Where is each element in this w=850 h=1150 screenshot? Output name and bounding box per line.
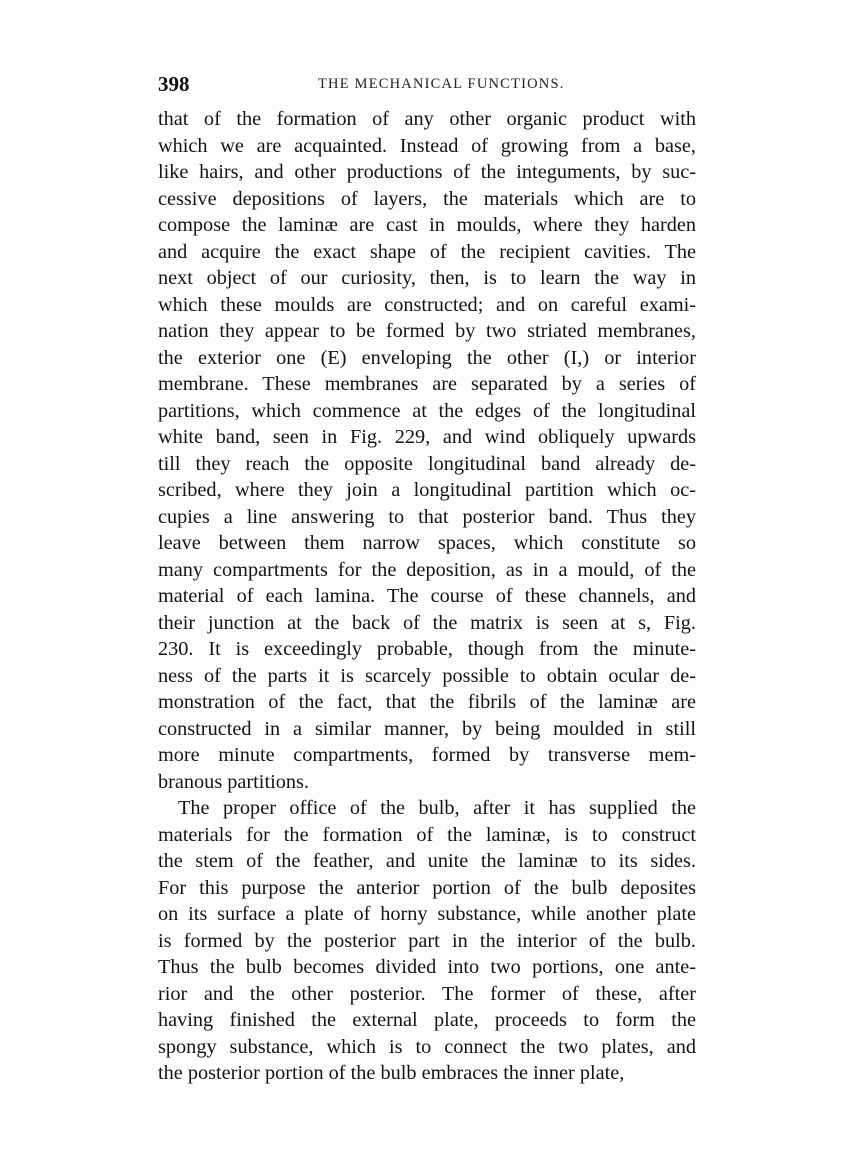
text-line: the exterior one (E) enveloping the other (I,) or interior xyxy=(158,346,696,369)
text-line: their junction at the back of the matrix is seen at s, Fig. xyxy=(158,611,696,634)
text-line: spongy substance, which is to connect the two plates, and xyxy=(158,1035,696,1058)
text-line: scribed, where they join a longitudinal partition which oc- xyxy=(158,479,696,501)
text-line: cessive depositions of layers, the materials which are to xyxy=(158,187,696,210)
text-line: next object of our curiosity, then, is to learn the way in xyxy=(158,267,696,289)
text-line: Thus the bulb becomes divided into two portions, one ante- xyxy=(158,956,696,978)
text-line: that of the formation of any other organic product with xyxy=(158,108,696,130)
paragraph xyxy=(158,106,696,795)
text-line: the stem of the feather, and unite the laminæ to its sides. xyxy=(158,850,696,872)
text-line: membrane. These membranes are separated by a series of xyxy=(158,373,696,395)
text-line: partitions, which commence at the edges of the longitudinal xyxy=(158,399,696,422)
text-line: white band, seen in Fig. 229, and wind obliquely upwards xyxy=(158,426,696,448)
body-text xyxy=(158,106,696,1087)
text-line: which these moulds are constructed; and on careful exami- xyxy=(158,293,696,316)
text-line: like hairs, and other productions of the integuments, by suc- xyxy=(158,161,696,183)
text-line: nation they appear to be formed by two striated membranes, xyxy=(158,320,696,342)
text-line: the posterior portion of the bulb embraces the inner plate, xyxy=(158,1062,625,1084)
text-line: which we are acquainted. Instead of growing from a base, xyxy=(158,134,696,157)
text-line: cupies a line answering to that posterior band. Thus they xyxy=(158,505,696,528)
text-line: on its surface a plate of horny substance, while another plate xyxy=(158,903,696,925)
text-line: branous partitions. xyxy=(158,770,309,793)
text-line: rior and the other posterior. The former of these, after xyxy=(158,982,696,1005)
text-line: material of each lamina. The course of these channels, and xyxy=(158,585,696,607)
text-line: ness of the parts it is scarcely possible to obtain ocular de- xyxy=(158,664,696,687)
paragraph xyxy=(158,795,696,1087)
text-line: The proper office of the bulb, after it has supplied the xyxy=(178,797,696,819)
text-line: leave between them narrow spaces, which constitute so xyxy=(158,532,696,554)
text-line: materials for the formation of the laminæ, is to construct xyxy=(158,823,696,846)
text-line: more minute compartments, formed by transverse mem- xyxy=(158,744,696,766)
running-head: THE MECHANICAL FUNCTIONS. xyxy=(318,76,565,92)
text-line: compose the laminæ are cast in moulds, where they harden xyxy=(158,214,696,236)
text-line: having finished the external plate, proceeds to form the xyxy=(158,1009,696,1031)
text-line: For this purpose the anterior portion of the bulb deposites xyxy=(158,876,696,899)
text-line: till they reach the opposite longitudinal band already de- xyxy=(158,452,696,475)
text-line: many compartments for the deposition, as in a mould, of the xyxy=(158,558,696,581)
text-line: monstration of the fact, that the fibrils of the laminæ are xyxy=(158,691,696,713)
text-line: 230. It is exceedingly probable, though from the minute- xyxy=(158,638,696,660)
text-line: constructed in a similar manner, by being moulded in still xyxy=(158,717,696,740)
page-number: 398 xyxy=(158,72,190,96)
text-line: is formed by the posterior part in the interior of the bulb. xyxy=(158,929,696,952)
text-line: and acquire the exact shape of the recipient cavities. The xyxy=(158,240,696,263)
page-header xyxy=(158,72,696,94)
